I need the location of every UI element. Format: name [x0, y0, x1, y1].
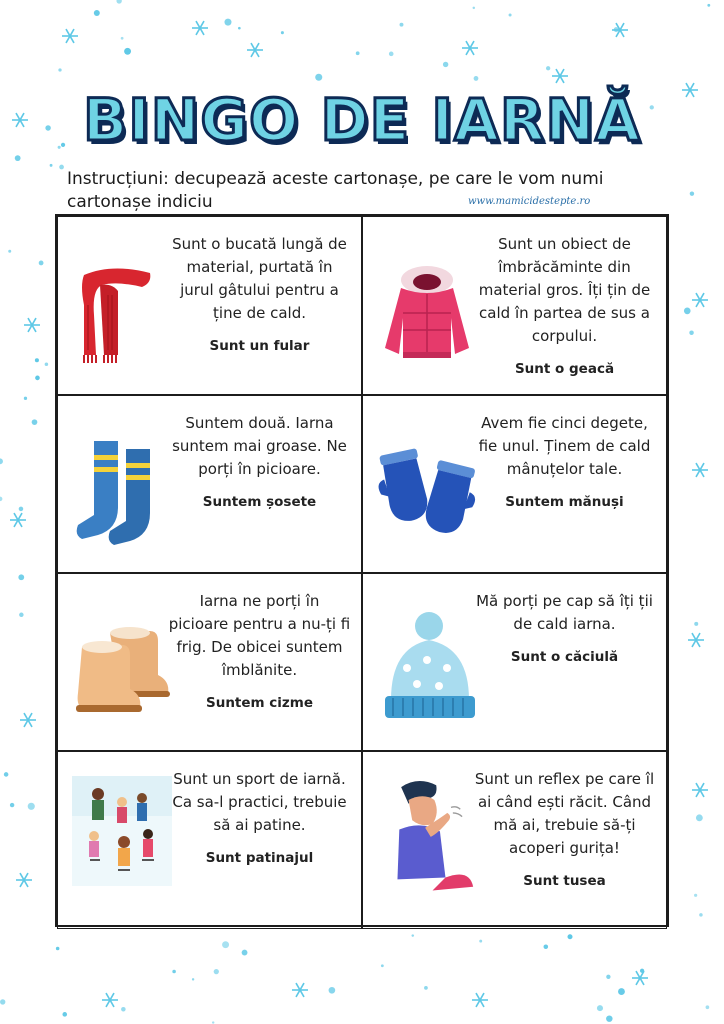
page-title: BINGO DE IARNĂ	[83, 86, 641, 154]
card-text	[168, 233, 351, 358]
winter-boots-icon	[72, 610, 172, 730]
card-clue: Iarna ne porți în picioare pentru a nu-ți fi frig. De obicei suntem îmblănite.	[168, 592, 351, 679]
card-answer: Sunt un fular	[209, 338, 310, 354]
clue-card-boots[interactable]	[57, 573, 362, 751]
snowflake-icon	[62, 29, 78, 43]
clue-card-grid	[55, 214, 669, 927]
card-text	[473, 590, 656, 669]
snowflake-icon	[472, 993, 488, 1007]
snowflake-icon	[688, 633, 704, 647]
snowflake-icon	[102, 993, 118, 1007]
snowflake-icon	[24, 318, 40, 332]
card-clue: Suntem două. Iarna suntem mai groase. Ne porți în picioare.	[172, 414, 347, 478]
snowflake-icon	[247, 43, 263, 57]
card-answer: Sunt patinajul	[205, 850, 314, 866]
card-clue: Sunt un reflex pe care îl ai când ești răcit. Când mă ai, trebuie să-ți acoperi gurița!	[474, 770, 655, 857]
card-answer: Suntem mănuși	[505, 494, 624, 510]
card-clue: Mă porți pe cap să îți ții de cald iarna.	[476, 592, 653, 633]
striped-socks-icon	[72, 432, 172, 552]
red-scarf-icon	[72, 245, 172, 365]
instructions-text: Instrucțiuni: decupează aceste cartonașe, pe care le vom numi cartonașe indiciu	[67, 169, 604, 212]
card-text	[473, 233, 656, 381]
card-clue: Sunt o bucată lungă de material, purtată în jurul gâtului pentru a ține de cald.	[172, 235, 347, 322]
card-answer: Sunt o căciulă	[510, 649, 619, 665]
card-clue: Sunt un obiect de îmbrăcăminte din material gros. Îți țin de cald în partea de sus a corpului.	[478, 235, 651, 345]
card-answer: Sunt tusea	[523, 873, 606, 889]
clue-card-socks[interactable]	[57, 395, 362, 573]
clue-card-mittens[interactable]	[362, 395, 667, 573]
card-answer: Suntem cizme	[205, 695, 314, 711]
ice-skating-icon	[72, 776, 172, 886]
website-link[interactable]: www.mamicidestepte.ro	[468, 196, 591, 207]
card-text	[168, 590, 351, 715]
snowflake-icon	[612, 23, 628, 37]
blue-mittens-icon	[377, 436, 477, 556]
card-answer: Sunt o geacă	[514, 361, 615, 377]
pink-jacket-icon	[377, 253, 477, 373]
snowflake-icon	[632, 971, 648, 985]
clue-card-scarf[interactable]	[57, 216, 362, 395]
card-answer: Suntem șosete	[202, 494, 317, 510]
snowflake-icon	[692, 463, 708, 477]
snowflake-icon	[292, 983, 308, 997]
card-clue: Avem fie cinci degete, fie unul. Ținem de cald mânuțelor tale.	[478, 414, 651, 478]
coughing-boy-icon	[377, 776, 477, 896]
snowflake-icon	[552, 69, 568, 83]
card-text	[473, 768, 656, 893]
snowflake-icon	[20, 713, 36, 727]
card-text	[168, 768, 351, 870]
snowflake-icon	[10, 513, 26, 527]
clue-card-hat[interactable]	[362, 573, 667, 751]
knit-hat-icon	[377, 608, 477, 728]
card-text	[473, 412, 656, 514]
snowflake-icon	[192, 21, 208, 35]
snowflake-icon	[692, 783, 708, 797]
clue-card-cough[interactable]	[362, 751, 667, 929]
card-clue: Sunt un sport de iarnă. Ca sa-l practici, trebuie să ai patine.	[172, 770, 347, 834]
snowflake-icon	[16, 873, 32, 887]
snowflake-icon	[692, 293, 708, 307]
snowflake-icon	[462, 41, 478, 55]
card-text	[168, 412, 351, 514]
clue-card-skating[interactable]	[57, 751, 362, 929]
clue-card-jacket[interactable]	[362, 216, 667, 395]
